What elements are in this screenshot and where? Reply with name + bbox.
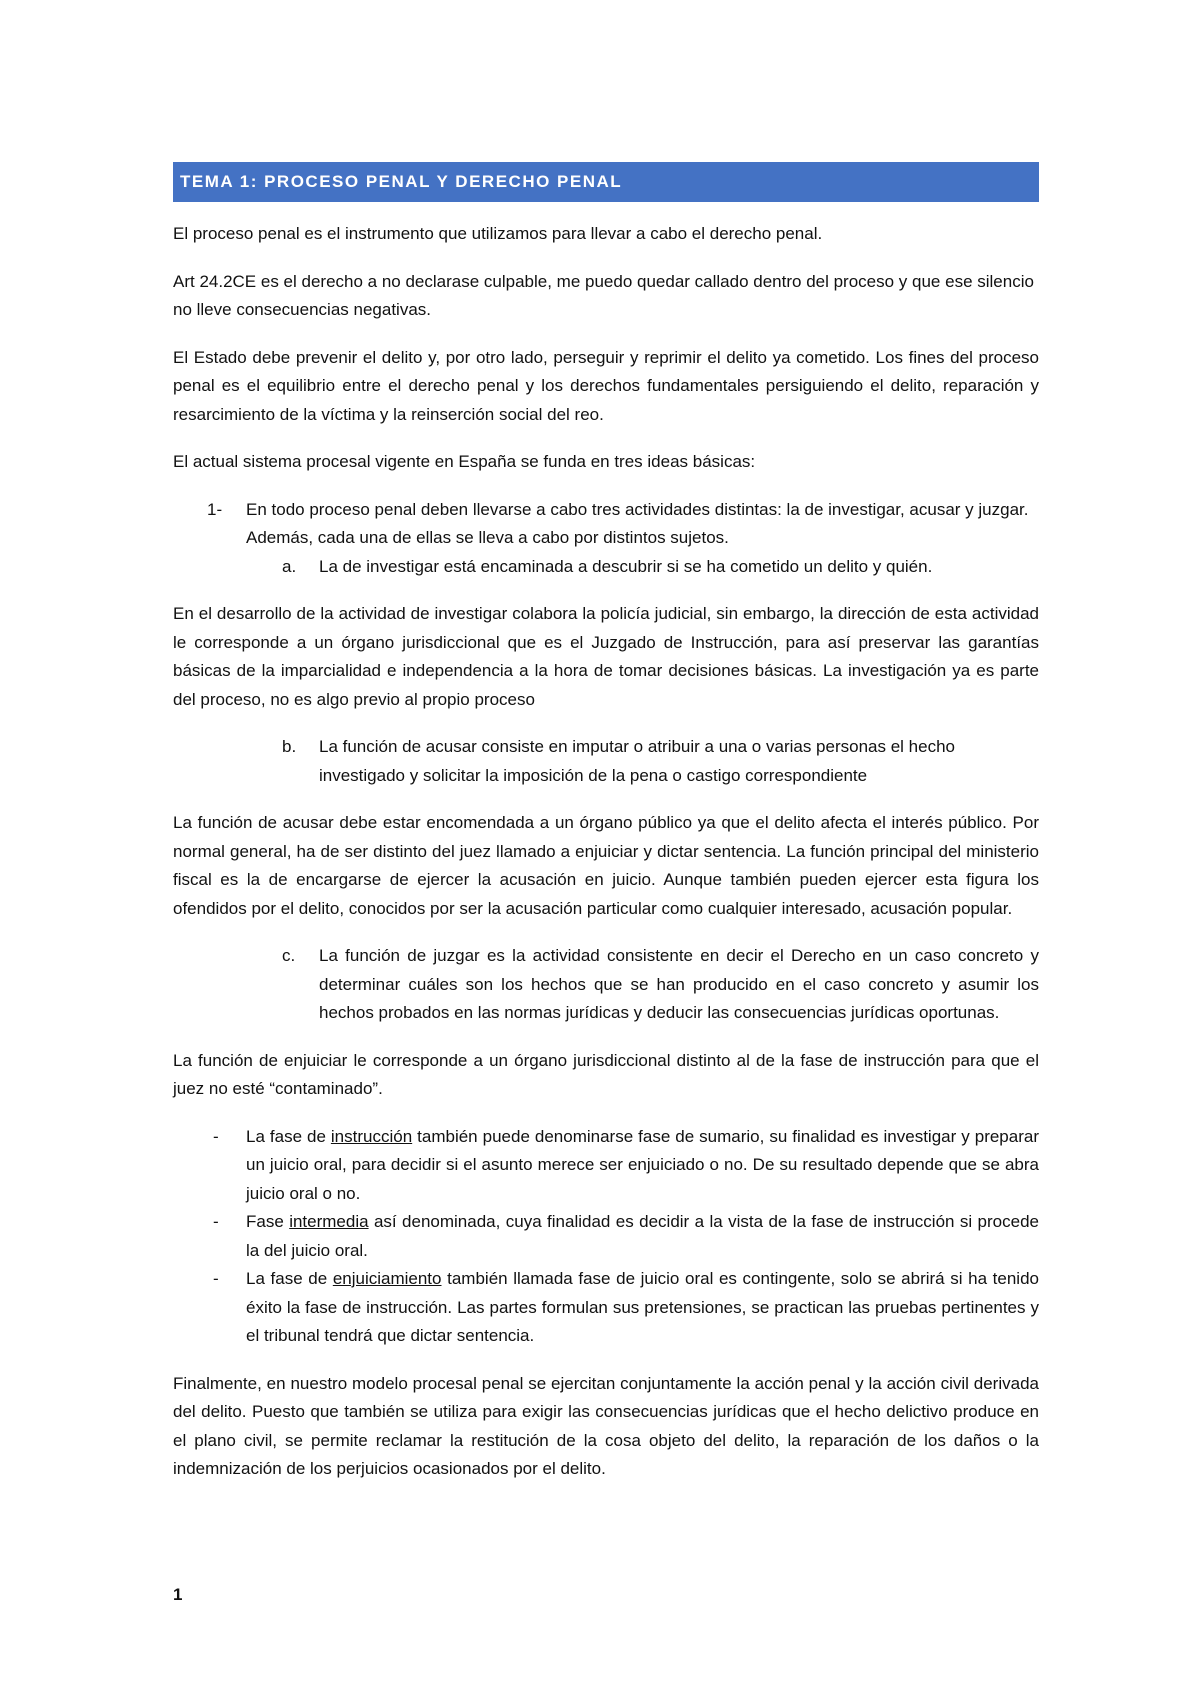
sublist-item-a bbox=[173, 553, 1039, 582]
paragraph-3: El Estado debe prevenir el delito y, por otro lado, perseguir y reprimir el delito ya cometido. Los fines del proceso penal es el equilibrio entre el derecho penal y los derechos fundamentales persiguiendo el delito, reparación y resarcimiento de la víctima y la reinserción social del reo. bbox=[173, 347, 1039, 424]
dash-item-2 bbox=[173, 1208, 1039, 1265]
dash-mark: - bbox=[213, 1126, 219, 1146]
list-item-text: En todo proceso penal deben llevarse a cabo tres actividades distintas: la de investigar, acusar y juzgar. Además, cada una de ellas se lleva a cabo por distintos sujetos. bbox=[246, 499, 1029, 547]
dash-mark: - bbox=[213, 1269, 219, 1288]
sublist-letter: c. bbox=[282, 946, 296, 965]
paragraph-5: En el desarrollo de la actividad de investigar colabora la policía judicial, sin embargo, la dirección de esta actividad le corresponde a un órgano jurisdiccional que es el Juzgado de Instrucción, para así preservar las garantías básicas de la imparcialidad e independencia a la hora de tomar decisiones básicas. La investigación ya es parte del proceso, no es algo previo al propio proceso bbox=[173, 604, 1039, 709]
paragraph-2: Art 24.2CE es el derecho a no declarase culpable, me puedo quedar callado dentro del proceso y que ese silencio no lleve consecuencias negativas. bbox=[173, 271, 1034, 319]
sublist-item-b bbox=[173, 733, 1039, 790]
list-number: 1- bbox=[207, 499, 223, 519]
dash-item-1 bbox=[173, 1123, 1039, 1209]
paragraph-8: Finalmente, en nuestro modelo procesal penal se ejercitan conjuntamente la acción penal y la acción civil derivada del delito. Puesto que también se utiliza para exigir las consecuencias jurídicas que el hecho delictivo produce en el plano civil, se permite reclamar la restitución de la cosa objeto del delito, la reparación de los daños o la indemnización de los perjuicios ocasionados por el delito. bbox=[173, 1373, 1039, 1478]
paragraph-4: El actual sistema procesal vigente en España se funda en tres ideas básicas: bbox=[173, 452, 756, 471]
sublist-letter: a. bbox=[282, 556, 297, 576]
sublist-item-text: La de investigar está encaminada a descubrir si se ha cometido un delito y quién. bbox=[319, 556, 933, 576]
dash-item-3 bbox=[173, 1265, 1039, 1351]
section-heading: TEMA 1: PROCESO PENAL Y DERECHO PENAL bbox=[173, 162, 1039, 202]
paragraph-6: La función de acusar debe estar encomendada a un órgano público ya que el delito afecta el interés público. Por normal general, ha de ser distinto del juez llamado a enjuiciar y dictar sentencia. La función principal del ministerio fiscal es la de encargarse de ejercer la acusación en juicio. Aunque también pueden ejercer esta figura los ofendidos por el delito, conocidos por ser la acusación particular como cualquier interesado, acusación popular. bbox=[173, 813, 1039, 918]
paragraph-7: La función de enjuiciar le corresponde a un órgano jurisdiccional distinto al de la fase de instrucción para que el juez no esté “contaminado”. bbox=[173, 1050, 1039, 1098]
dash-item-text: La fase de enjuiciamiento también llamada fase de juicio oral es contingente, solo se abrirá si ha tenido éxito la fase de instrucción. Las partes formulan sus pretensiones, se practican las pruebas pertinentes y el tribunal tendrá que dictar sentencia. bbox=[246, 1269, 1039, 1345]
underlined-term: enjuiciamiento bbox=[332, 1269, 442, 1288]
underlined-term: intermedia bbox=[289, 1212, 369, 1231]
list-item-1 bbox=[173, 496, 1039, 553]
sublist-item-text: La función de juzgar es la actividad consistente en decir el Derecho en un caso concreto y determinar cuáles son los hechos que se han producido en el caso concreto y asumir los hechos probados en las normas jurídicas y deducir las consecuencias jurídicas oportunas. bbox=[319, 946, 1039, 1022]
page-number: 1 bbox=[173, 1585, 183, 1604]
paragraph-1: El proceso penal es el instrumento que utilizamos para llevar a cabo el derecho penal. bbox=[173, 224, 823, 243]
dash-item-text: La fase de instrucción también puede denominarse fase de sumario, su finalidad es investigar y preparar un juicio oral, para decidir si el asunto merece ser enjuiciado o no. De su resultado depende que se abra juicio oral o no. bbox=[246, 1126, 1039, 1203]
sublist-item-c bbox=[173, 942, 1039, 1028]
dash-mark: - bbox=[213, 1212, 219, 1231]
underlined-term: instrucción bbox=[330, 1126, 413, 1146]
sublist-letter: b. bbox=[282, 737, 297, 756]
dash-item-text: Fase intermedia así denominada, cuya finalidad es decidir a la vista de la fase de instrucción si procede la del juicio oral. bbox=[246, 1212, 1039, 1260]
document-body bbox=[173, 162, 1039, 1503]
sublist-item-text: La función de acusar consiste en imputar o atribuir a una o varias personas el hecho investigado y solicitar la imposición de la pena o castigo correspondiente bbox=[319, 737, 955, 785]
